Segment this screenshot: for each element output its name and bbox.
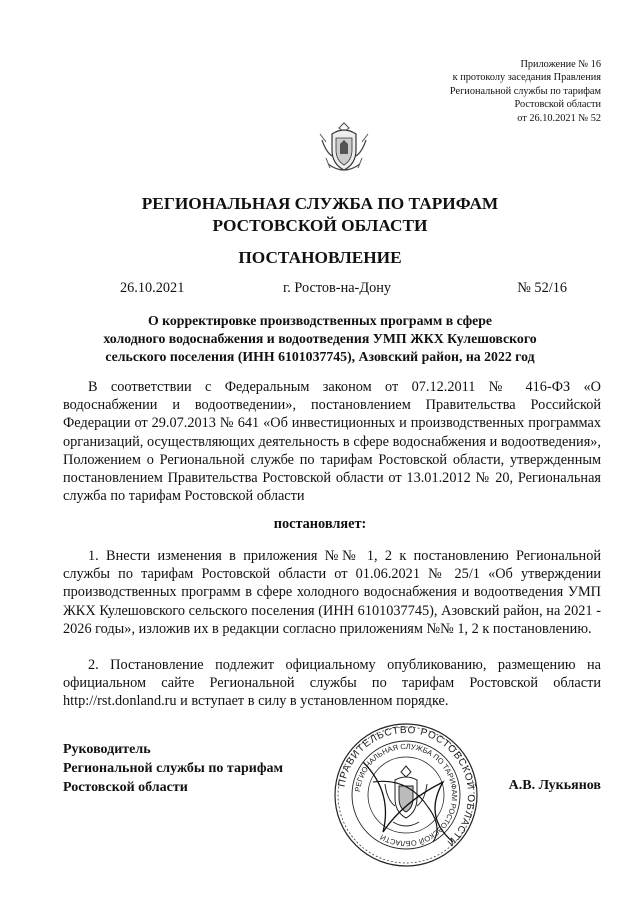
document-city: г. Ростов-на-Дону [283, 280, 392, 296]
seal-inner-text: РЕГИОНАЛЬНАЯ СЛУЖБА ПО ТАРИФАМ РОСТОВСКОЙ ОБЛАСТИ [353, 741, 460, 849]
item-1-paragraph: 1. Внести изменения в приложения №№ 1, 2 к постановлению Региональной службы по тарифам Ростовской области от 01.06.2021 № 25/1 «Об утверждении производственных программ в сфере холодного водоснабжения и водоотведения УМП ЖКХ Кулешовского сельского поселения (ИНН 6101037745), Азовский район, на 2021 - 2026 годы», изложив их в редакции согласно приложениям №№ 1, 2 к постановлению. [63, 548, 601, 637]
organization-line: РОСТОВСКОЙ ОБЛАСТИ [212, 215, 428, 235]
annex-line: Приложение № 16 [520, 59, 601, 70]
annex-reference [450, 58, 601, 125]
document-number: № 52/16 [517, 280, 567, 296]
preamble-paragraph: В соответствии с Федеральным законом от 07.12.2011 № 416-ФЗ «О водоснабжении и водоотведении», постановлением Правительства Российской Федерации от 29.07.2013 № 641 «Об инвестиционных и производственных программах организаций, осуществляющих деятельность в сфере водоснабжения и водоотведения», Положением о Региональной службе по тарифам Ростовской области, утвержденным постановлением Правительства Ростовской области от 13.01.2012 № 20, Региональная служба по тарифам Ростовской области [63, 379, 601, 505]
signatory-title-line: Региональной службы по тарифам [63, 761, 284, 776]
seal-outer-text: ПРАВИТЕЛЬСТВО РОСТОВСКОЙ ОБЛАСТИ [336, 724, 477, 849]
document-date: 26.10.2021 [120, 280, 185, 296]
subject-line: холодного водоснабжения и водоотведения УМП ЖКХ Кулешовского [103, 331, 537, 346]
coat-of-arms-icon [318, 120, 370, 176]
organization-line: РЕГИОНАЛЬНАЯ СЛУЖБА ПО ТАРИФАМ [141, 194, 499, 213]
signatory-name: А.В. Лукьянов [508, 778, 601, 793]
annex-line: Региональной службы по тарифам [449, 85, 601, 97]
subject-line: О корректировке производственных программ в сфере [147, 313, 493, 328]
document-subject [0, 312, 640, 366]
subject-line: сельского поселения (ИНН 6101037745), Азовский район, на 2022 год [105, 349, 535, 364]
organization-name [0, 193, 640, 236]
official-seal-icon [333, 722, 479, 868]
annex-line: от 26.10.2021 № 52 [517, 112, 601, 124]
signatory-title [63, 740, 283, 797]
item-2-paragraph: 2. Постановление подлежит официальному опубликованию, размещению на официальном сайте Региональной службы по тарифам Ростовской области http://rst.donland.ru и вступает в силу в установленном порядке. [63, 657, 601, 710]
annex-line: Ростовской области [514, 99, 601, 111]
document-type: ПОСТАНОВЛЕНИЕ [238, 248, 402, 267]
signatory-title-line: Ростовской области [63, 780, 188, 795]
decree-word: постановляет: [273, 516, 367, 532]
signatory-title-line: Руководитель [63, 742, 151, 757]
annex-line: к протоколу заседания Правления [452, 72, 601, 84]
